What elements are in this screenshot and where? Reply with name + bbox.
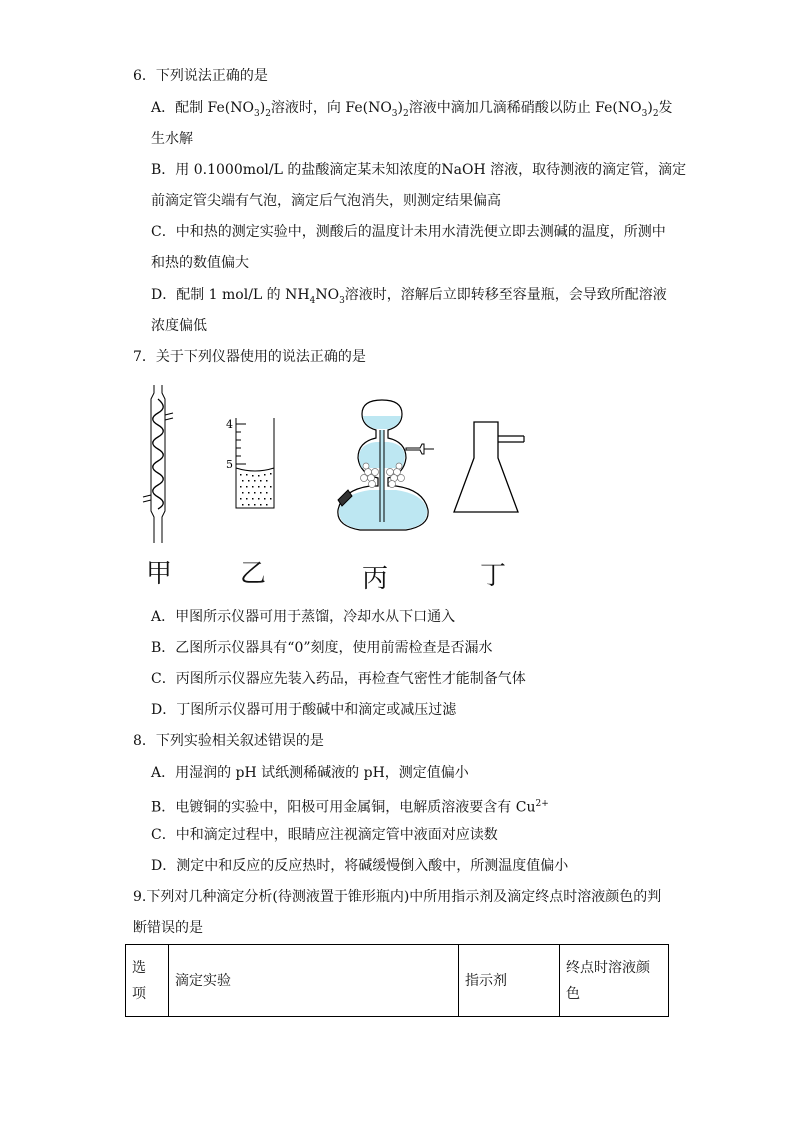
q7-option-a: A．甲图所示仪器可用于蒸馏，冷却水从下口通入 [151, 609, 456, 625]
header-indicator: 指示剂 [459, 945, 560, 1017]
table-header-row [126, 945, 669, 1017]
q6-option-a-cont: 生水解 [151, 131, 193, 147]
q8-option-c: C．中和滴定过程中，眼睛应注视滴定管中液面对应读数 [151, 827, 498, 843]
q7-stem: 7．关于下列仪器使用的说法正确的是 [133, 349, 366, 365]
header-option: 选 项 [126, 945, 169, 1017]
q6-stem: 6．下列说法正确的是 [133, 68, 268, 84]
q6-option-d: D．配制 1 mol/L 的 $NH_4NO_3$溶液时，溶解后立即转移至容量瓶，会导致所配溶液 [151, 287, 667, 306]
q6-option-a: A．配制 $Fe(NO_3)_2$溶液时，向 $Fe(NO_3)_2$溶液中滴加几滴稀硝酸以防止 $Fe(NO_3)_2$发 [151, 100, 673, 119]
q8-option-b: B．电镀铜的实验中，阳极可用金属铜，电解质溶液要含有 $Cu^{2+}$ [151, 799, 549, 816]
q6-option-c: C．中和热的测定实验中，测酸后的温度计未用水清洗便立即去测碱的温度，所测中 [151, 224, 666, 240]
kipp-apparatus-figure [330, 398, 440, 532]
figure-label-jia: 甲 [146, 559, 173, 589]
q7-option-b: B．乙图所示仪器具有“0”刻度，使用前需检查是否漏水 [151, 640, 493, 656]
figure-label-ding: 丁 [480, 561, 507, 591]
scale-label-bottom: 5 [226, 458, 233, 471]
q6-option-b-cont: 前滴定管尖端有气泡，滴定后气泡消失，则测定结果偏高 [151, 193, 501, 209]
q8-stem: 8．下列实验相关叙述错误的是 [133, 733, 324, 749]
q6-option-d-cont: 浓度偏低 [151, 318, 207, 334]
q7-option-d: D．丁图所示仪器可用于酸碱中和滴定或减压过滤 [151, 702, 457, 718]
q9-stem-cont: 断错误的是 [133, 920, 203, 936]
q6-option-c-cont: 和热的数值偏大 [151, 255, 249, 271]
figure-label-yi: 乙 [240, 559, 267, 589]
condenser-figure [140, 385, 176, 545]
q9-stem: 9.下列对几种滴定分析(待测液置于锥形瓶内)中所用指示剂及滴定终点时溶液颜色的判 [133, 889, 662, 905]
q8-option-a: A．用湿润的 pH 试纸测稀碱液的 pH，测定值偏小 [151, 765, 469, 781]
suction-flask-figure [452, 420, 526, 516]
answer-table [125, 944, 669, 1017]
header-titration: 滴定实验 [169, 945, 459, 1017]
header-endpoint-color: 终点时溶液颜 色 [560, 945, 669, 1017]
q7-option-c: C．丙图所示仪器应先装入药品，再检查气密性才能制备气体 [151, 671, 526, 687]
q6-option-b: B．用 0.1000mol/L 的盐酸滴定某未知浓度的NaOH 溶液，取待测液的滴定管，滴定 [151, 162, 687, 178]
q8-option-d: D．测定中和反应的反应热时，将碱缓慢倒入酸中，所测温度值偏小 [151, 858, 569, 874]
scale-label-top: 4 [226, 418, 233, 431]
figure-label-bing: 丙 [362, 564, 389, 594]
burette-figure [222, 412, 282, 512]
